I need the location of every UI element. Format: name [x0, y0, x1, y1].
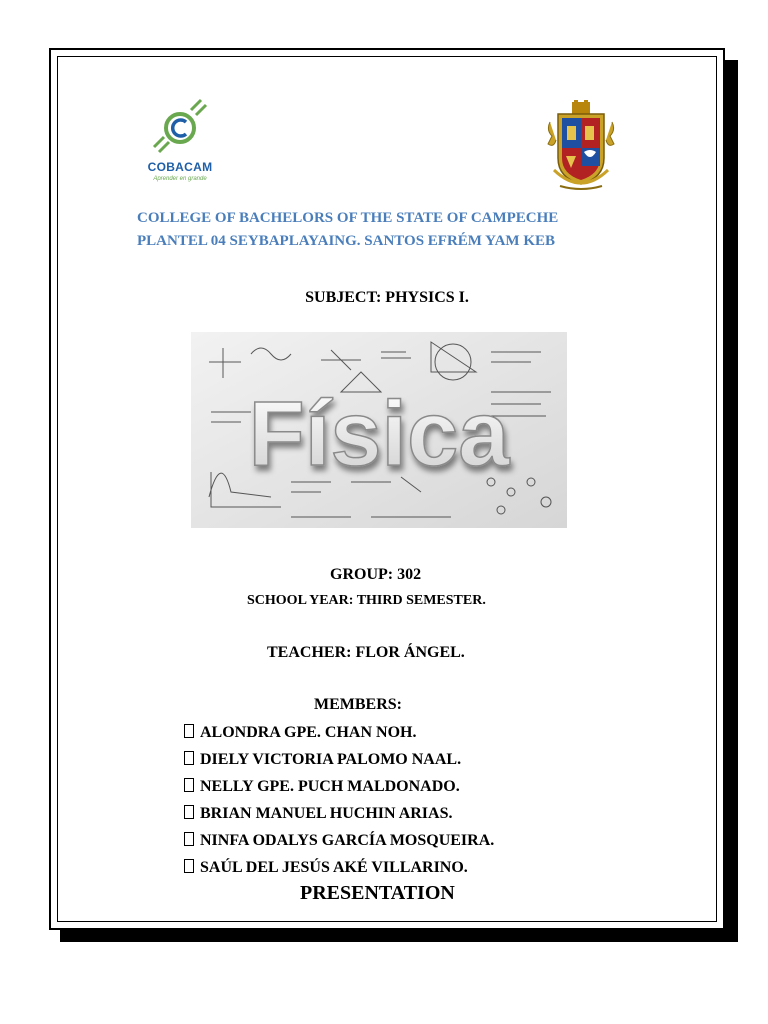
list-item [184, 854, 494, 881]
document-page [49, 48, 725, 930]
subject-title: SUBJECT: PHYSICS I. [305, 289, 469, 306]
member-name: NINFA ODALYS GARCÍA MOSQUEIRA. [200, 832, 495, 849]
physics-formulas-image [191, 332, 567, 528]
college-heading [137, 207, 558, 253]
member-name: NELLY GPE. PUCH MALDONADO. [200, 778, 460, 795]
physics-cover-image [191, 332, 567, 528]
bullet-box-icon [184, 724, 194, 738]
bullet-box-icon [184, 859, 194, 873]
list-item [184, 773, 494, 800]
teacher-label: TEACHER: FLOR ÁNGEL. [267, 644, 465, 661]
campeche-coat-of-arms [544, 100, 618, 192]
bullet-box-icon [184, 778, 194, 792]
member-name: ALONDRA GPE. CHAN NOH. [200, 724, 417, 741]
cobacam-brand: COBACAM [147, 160, 213, 174]
cobacam-logo [119, 98, 241, 192]
fisica-word: Física [248, 383, 510, 485]
members-heading: MEMBERS: [314, 696, 402, 713]
college-line-1: COLLEGE OF BACHELORS OF THE STATE OF CAMPECHE [137, 210, 559, 226]
bullet-box-icon [184, 751, 194, 765]
presentation-title: PRESENTATION [300, 882, 455, 904]
members-list [184, 719, 494, 881]
bullet-box-icon [184, 805, 194, 819]
group-label: GROUP: 302 [330, 566, 422, 583]
cobacam-logo-icon [119, 98, 241, 160]
school-year-label: SCHOOL YEAR: THIRD SEMESTER. [247, 593, 486, 608]
member-name: DIELY VICTORIA PALOMO NAAL. [200, 751, 462, 768]
cobacam-tagline: Aprender en grande [153, 176, 207, 182]
campeche-coat-of-arms-icon [544, 100, 618, 192]
list-item [184, 827, 494, 854]
list-item [184, 800, 494, 827]
bullet-box-icon [184, 832, 194, 846]
member-name: BRIAN MANUEL HUCHIN ARIAS. [200, 805, 453, 822]
list-item [184, 746, 494, 773]
member-name: SAÚL DEL JESÚS AKÉ VILLARINO. [200, 859, 468, 876]
list-item [184, 719, 494, 746]
college-line-2: PLANTEL 04 SEYBAPLAYAING. SANTOS EFRÉM YAM KEB [137, 233, 556, 249]
